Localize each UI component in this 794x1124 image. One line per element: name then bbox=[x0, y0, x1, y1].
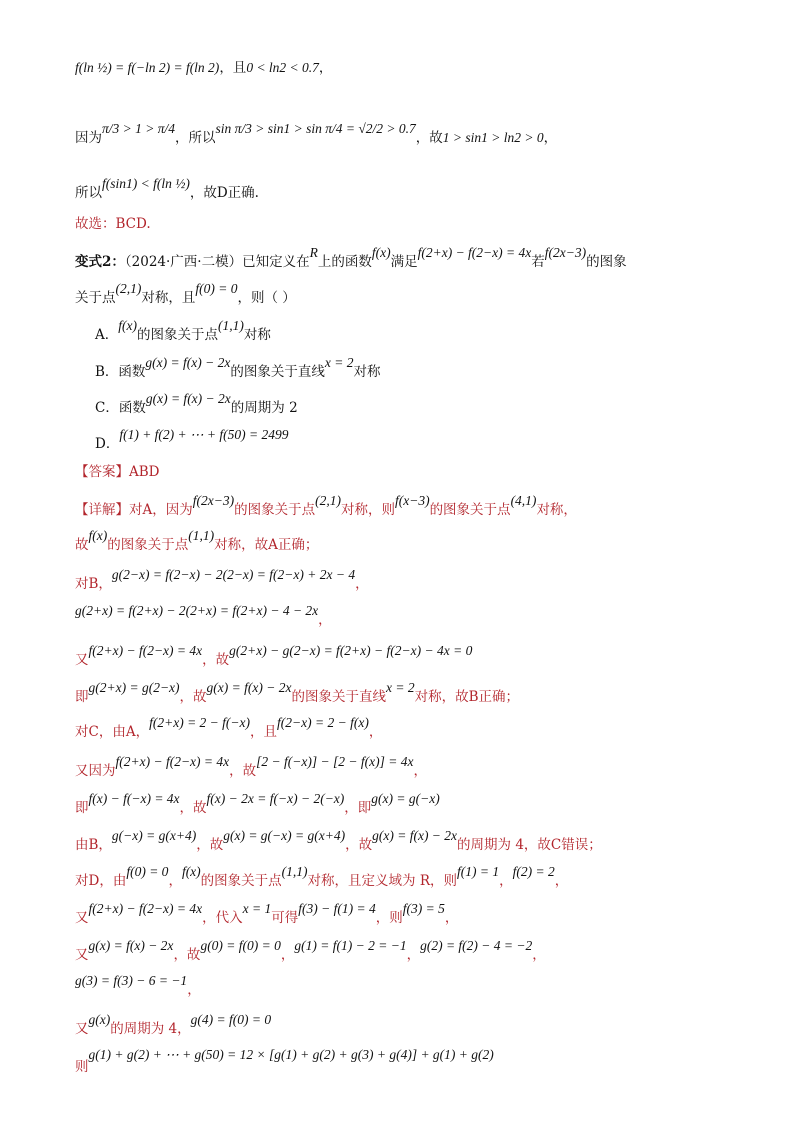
text-segment: ， bbox=[187, 982, 201, 998]
math-expression: f(x) bbox=[181, 864, 201, 879]
text-segment: 的周期为 4， bbox=[110, 1021, 191, 1037]
line-l7 bbox=[95, 318, 794, 345]
text-segment: 对A，因为 bbox=[129, 502, 193, 518]
math-expression: f(1) = 1 bbox=[457, 864, 500, 879]
math-expression: f(sin1) < f(ln ½) bbox=[102, 176, 190, 191]
text-segment: ABD bbox=[129, 464, 160, 480]
text-segment: 则 bbox=[75, 1059, 89, 1075]
math-expression: g(x) = f(x) − 2x bbox=[88, 938, 174, 953]
math-expression: g(x) = f(x) − 2x bbox=[206, 680, 292, 695]
line-l9 bbox=[95, 391, 794, 418]
text-segment: 对C，由A， bbox=[75, 724, 150, 740]
text-segment: ，故 bbox=[345, 837, 373, 853]
text-segment: 又 bbox=[75, 947, 89, 963]
text-segment: 的周期为 4，故C错误； bbox=[457, 837, 602, 853]
text-segment: 又因为 bbox=[75, 763, 116, 779]
line-l6 bbox=[75, 281, 794, 308]
math-expression: g(x) = g(−x) = g(x+4) bbox=[223, 828, 346, 843]
text-segment: 满足 bbox=[390, 254, 418, 270]
math-expression: g(x) bbox=[88, 1012, 111, 1027]
line-l14 bbox=[75, 567, 794, 594]
text-segment: （2024·广西·二模）已知定义在 bbox=[124, 254, 310, 270]
math-expression: g(−x) = g(x+4) bbox=[111, 828, 197, 843]
math-expression: g(1) + g(2) + ⋯ + g(50) = 12 × [g(1) + g(2) + g(3) + g(4)] + g(1) + g(2) bbox=[88, 1047, 494, 1062]
text-segment: 由B， bbox=[75, 837, 112, 853]
text-segment: ，故 bbox=[229, 763, 257, 779]
math-expression: f(ln ½) = f(−ln 2) = f(ln 2) bbox=[75, 60, 220, 75]
text-segment: 对称， bbox=[536, 502, 577, 518]
text-segment: ，故 bbox=[173, 947, 201, 963]
math-expression: f(0) = 0 bbox=[126, 864, 169, 879]
text-segment: 上的函数 bbox=[317, 254, 372, 270]
math-expression: x = 2 bbox=[385, 680, 415, 695]
text-segment: ， bbox=[413, 763, 427, 779]
text-segment: ，即 bbox=[344, 800, 372, 816]
text-segment: 对称，且 bbox=[141, 290, 196, 306]
text-segment: ，所以 bbox=[175, 130, 216, 146]
line-l16 bbox=[75, 643, 794, 670]
math-expression: g(x) = f(x) − 2x bbox=[145, 391, 231, 406]
text-segment: ，故 bbox=[202, 652, 230, 668]
line-l10 bbox=[95, 427, 794, 454]
math-expression: (4,1) bbox=[510, 493, 537, 508]
text-segment: B．函数 bbox=[95, 364, 146, 380]
math-expression: g(2+x) = g(2−x) bbox=[88, 680, 180, 695]
line-l4 bbox=[75, 214, 794, 234]
math-expression: f(2x−3) bbox=[544, 245, 587, 260]
math-expression: f(x) bbox=[118, 318, 137, 333]
math-expression: x = 1 bbox=[242, 901, 272, 916]
text-segment: ， bbox=[355, 576, 369, 592]
text-segment: 的图象关于直线 bbox=[291, 689, 386, 705]
math-expression: f(2+x) − f(2−x) = 4x bbox=[88, 901, 203, 916]
line-l11 bbox=[75, 462, 794, 482]
text-segment: 对称，且定义域为 R，则 bbox=[307, 873, 458, 889]
math-expression: (1,1) bbox=[217, 318, 244, 333]
text-segment: ，则 bbox=[375, 910, 403, 926]
text-segment: 变式2： bbox=[75, 254, 125, 270]
math-expression: g(2) = f(2) − 4 = −2 bbox=[420, 938, 533, 953]
math-expression: f(1) + f(2) + ⋯ + f(50) = 2499 bbox=[119, 427, 289, 442]
line-l8 bbox=[95, 355, 794, 382]
line-l12 bbox=[75, 493, 794, 520]
text-segment: ，故 bbox=[196, 837, 224, 853]
text-segment: 又 bbox=[75, 1021, 89, 1037]
text-segment: 的图象关于直线 bbox=[230, 364, 325, 380]
line-l5 bbox=[75, 245, 794, 272]
line-l3 bbox=[75, 176, 794, 203]
math-expression: f(2+x) − f(2−x) = 4x bbox=[115, 754, 230, 769]
math-expression: x = 2 bbox=[324, 355, 354, 370]
math-expression: (2,1) bbox=[315, 493, 341, 508]
text-segment: ，故 bbox=[179, 800, 207, 816]
math-expression: f(x) bbox=[371, 245, 391, 260]
math-expression: π/3 > 1 > π/4 bbox=[102, 121, 175, 136]
text-segment: ， bbox=[368, 724, 383, 740]
text-segment: ，故D正确. bbox=[189, 185, 259, 201]
math-expression: f(2x−3) bbox=[192, 493, 235, 508]
text-segment: ，代入 bbox=[202, 910, 243, 926]
text-segment: 对称，故A正确； bbox=[214, 537, 319, 553]
text-segment: ， bbox=[444, 910, 459, 926]
line-l21 bbox=[75, 828, 794, 855]
math-expression: f(2+x) − f(2−x) = 4x bbox=[417, 245, 532, 260]
math-expression: f(0) = 0 bbox=[195, 281, 238, 296]
text-segment: ， bbox=[318, 60, 333, 76]
math-expression: f(x−3) bbox=[394, 493, 430, 508]
math-expression: (2,1) bbox=[115, 281, 142, 296]
text-segment: ， bbox=[543, 130, 558, 146]
text-segment: 的周期为 2 bbox=[230, 400, 298, 416]
math-expression: f(2) = 2 bbox=[512, 864, 555, 879]
text-segment: ， bbox=[532, 947, 546, 963]
text-segment: A． bbox=[95, 327, 119, 343]
line-l19 bbox=[75, 754, 794, 781]
math-expression: g(x) = f(x) − 2x bbox=[372, 828, 458, 843]
line-l15 bbox=[75, 603, 794, 630]
text-segment: 即 bbox=[75, 800, 89, 816]
text-segment: 对B， bbox=[75, 576, 112, 592]
math-expression: 1 > sin1 > ln2 > 0 bbox=[442, 130, 544, 145]
line-l23 bbox=[75, 901, 794, 928]
text-segment: 对称 bbox=[243, 327, 271, 343]
line-l26 bbox=[75, 1012, 794, 1039]
text-segment: 【详解】 bbox=[75, 502, 129, 518]
text-segment: 又 bbox=[75, 652, 89, 668]
math-expression: [2 − f(−x)] − [2 − f(x)] = 4x bbox=[256, 754, 414, 769]
math-expression: f(x) − 2x = f(−x) − 2(−x) bbox=[206, 791, 345, 806]
text-segment: 的图象 bbox=[586, 254, 627, 270]
line-l24 bbox=[75, 938, 794, 965]
text-segment: ， bbox=[168, 873, 182, 889]
text-segment: ，则（ ） bbox=[237, 290, 296, 306]
text-segment: D． bbox=[95, 436, 120, 452]
line-l1 bbox=[75, 58, 794, 78]
text-segment: 的图象关于点 bbox=[234, 502, 316, 518]
line-l22 bbox=[75, 864, 794, 891]
line-l13 bbox=[75, 528, 794, 555]
math-expression: f(2+x) − f(2−x) = 4x bbox=[88, 643, 203, 658]
text-segment: 的图象关于点 bbox=[429, 502, 511, 518]
text-segment: ，故 bbox=[179, 689, 207, 705]
math-expression: f(2−x) = 2 − f(x) bbox=[277, 715, 369, 730]
math-expression: f(x) bbox=[88, 528, 108, 543]
text-segment: 的图象关于点 bbox=[136, 327, 218, 343]
text-segment: 【答案】 bbox=[75, 464, 129, 480]
text-segment: C．函数 bbox=[95, 400, 146, 416]
math-expression: g(3) = f(3) − 6 = −1 bbox=[75, 973, 188, 988]
text-segment: ， bbox=[554, 873, 569, 889]
text-segment: ， bbox=[406, 947, 421, 963]
math-expression: g(1) = f(1) − 2 = −1 bbox=[294, 938, 407, 953]
math-expression: f(2+x) = 2 − f(−x) bbox=[149, 715, 251, 730]
text-segment: 对D，由 bbox=[75, 873, 127, 889]
math-expression: g(4) = f(0) = 0 bbox=[190, 1012, 272, 1027]
text-segment: 对称 bbox=[353, 364, 381, 380]
text-segment: 对称，则 bbox=[340, 502, 395, 518]
line-l20 bbox=[75, 791, 794, 818]
line-l25 bbox=[75, 973, 794, 1000]
text-segment: 的图象关于点 bbox=[107, 537, 189, 553]
math-expression: (1,1) bbox=[188, 528, 215, 543]
text-segment: 因为 bbox=[75, 130, 102, 146]
text-segment: 故 bbox=[75, 537, 89, 553]
math-expression: sin π/3 > sin1 > sin π/4 = √2/2 > 0.7 bbox=[215, 121, 416, 136]
math-expression: R bbox=[309, 245, 318, 260]
text-segment: 若 bbox=[531, 254, 545, 270]
math-expression: g(2+x) = f(2+x) − 2(2+x) = f(2+x) − 4 − 2x bbox=[75, 603, 319, 618]
math-expression: f(x) − f(−x) = 4x bbox=[88, 791, 180, 806]
math-expression: (1,1) bbox=[281, 864, 308, 879]
text-segment: ，故 bbox=[415, 130, 443, 146]
text-segment: 故选：BCD. bbox=[75, 216, 151, 232]
line-l17 bbox=[75, 680, 794, 707]
math-expression: g(2+x) − g(2−x) = f(2+x) − f(2−x) − 4x = 0 bbox=[229, 643, 473, 658]
text-segment: 即 bbox=[75, 689, 89, 705]
line-l18 bbox=[75, 715, 794, 742]
text-segment: ， bbox=[499, 873, 513, 889]
text-segment: ，且 bbox=[250, 724, 278, 740]
line-l2 bbox=[75, 121, 794, 148]
math-expression: g(2−x) = f(2−x) − 2(2−x) = f(2−x) + 2x − 4 bbox=[111, 567, 356, 582]
text-segment: ， bbox=[280, 947, 295, 963]
text-segment: 可得 bbox=[271, 910, 299, 926]
math-expression: f(3) − f(1) = 4 bbox=[298, 901, 376, 916]
math-expression: g(x) = g(−x) bbox=[371, 791, 440, 806]
text-segment: 又 bbox=[75, 910, 89, 926]
math-expression: 0 < ln2 < 0.7 bbox=[246, 60, 319, 75]
text-segment: 的图象关于点 bbox=[200, 873, 282, 889]
text-segment: 所以 bbox=[75, 185, 102, 201]
text-segment: ，且 bbox=[219, 60, 247, 76]
text-segment: 关于点 bbox=[75, 290, 116, 306]
text-segment: ， bbox=[318, 612, 332, 628]
text-segment: 对称，故B正确； bbox=[414, 689, 520, 705]
math-expression: g(0) = f(0) = 0 bbox=[200, 938, 281, 953]
math-expression: g(x) = f(x) − 2x bbox=[145, 355, 231, 370]
math-expression: f(3) = 5 bbox=[402, 901, 445, 916]
line-l27 bbox=[75, 1047, 794, 1077]
